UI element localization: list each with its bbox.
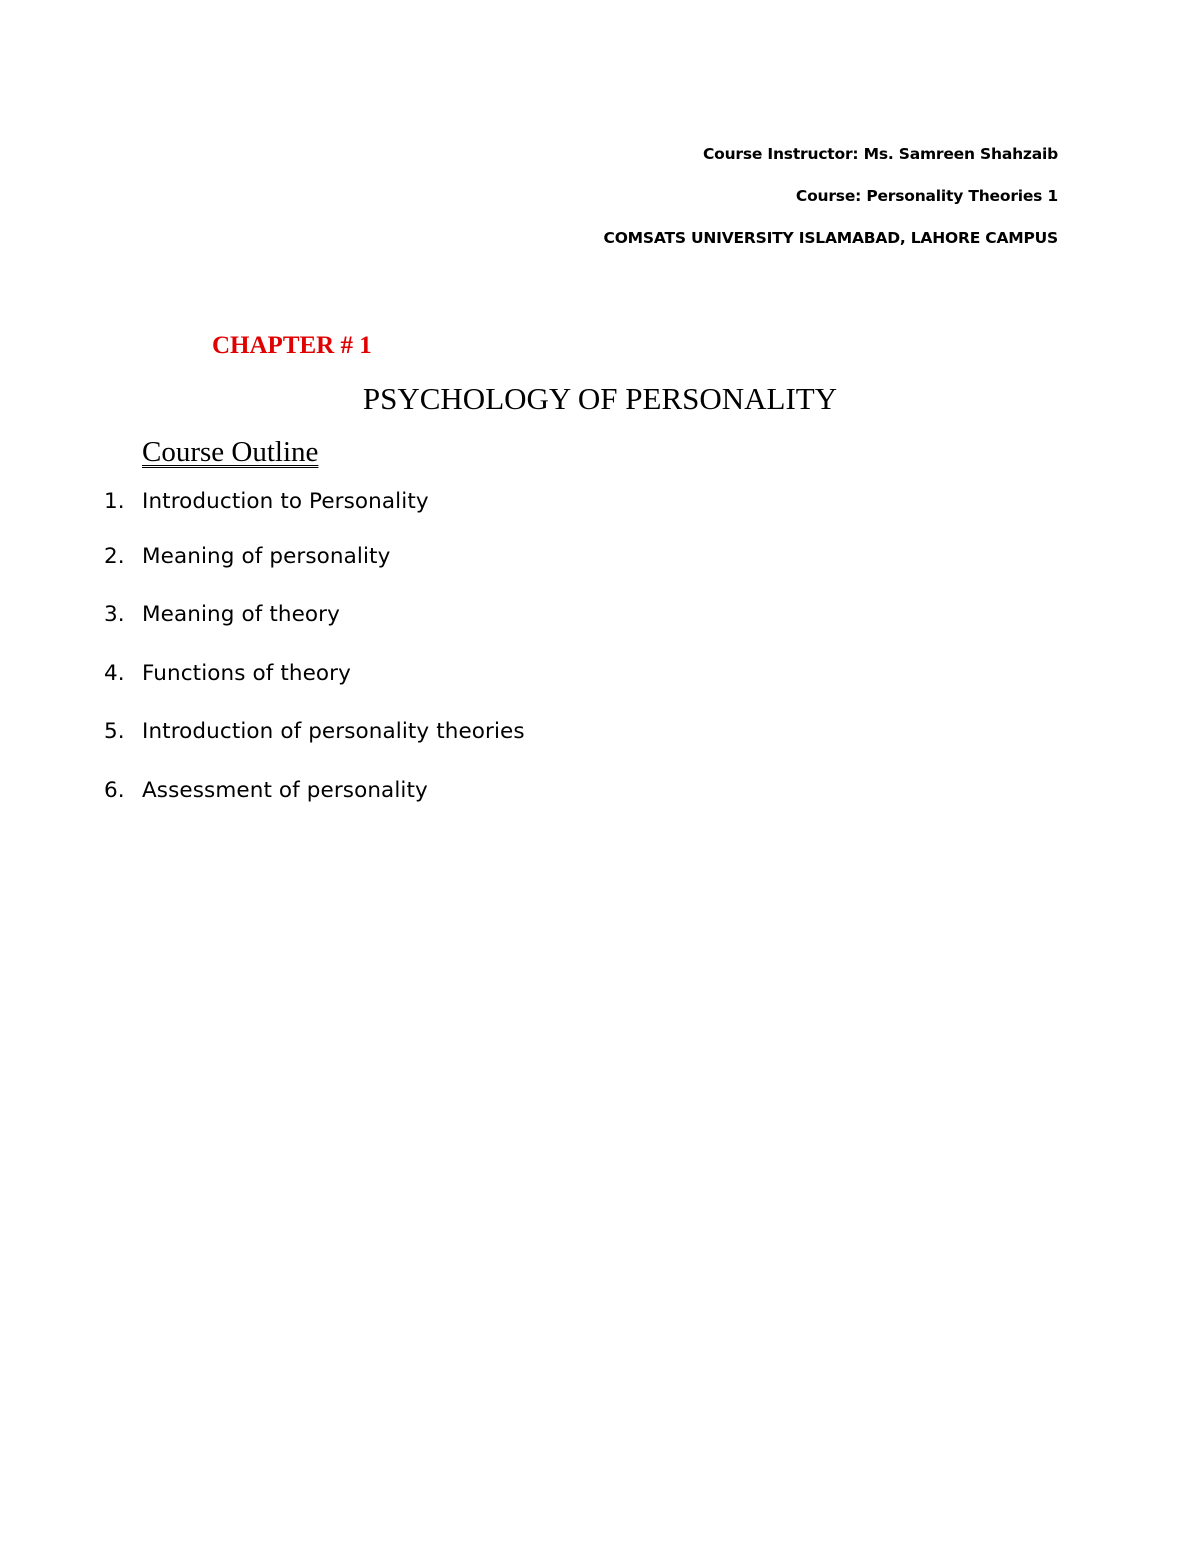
list-item xyxy=(104,544,390,569)
page-title: PSYCHOLOGY OF PERSONALITY xyxy=(362,381,838,416)
list-item-number: 3. xyxy=(104,602,125,627)
list-item-text: Introduction to Personality xyxy=(142,489,429,514)
list-item-text: Meaning of personality xyxy=(142,544,391,569)
list-item xyxy=(104,489,429,514)
course-name-line: Course: Personality Theories 1 xyxy=(795,187,1058,205)
list-item xyxy=(104,661,351,686)
course-instructor-line: Course Instructor: Ms. Samreen Shahzaib xyxy=(702,145,1058,163)
list-item-text: Assessment of personality xyxy=(142,778,428,803)
list-item xyxy=(104,719,525,744)
list-item-number: 4. xyxy=(104,661,125,686)
chapter-heading: CHAPTER # 1 xyxy=(212,332,372,359)
list-item-number: 5. xyxy=(104,719,125,744)
list-item-text: Introduction of personality theories xyxy=(142,719,525,744)
university-line: COMSATS UNIVERSITY ISLAMABAD, LAHORE CAMPUS xyxy=(603,229,1058,247)
list-item-number: 2. xyxy=(104,544,125,569)
list-item-text: Meaning of theory xyxy=(142,602,340,627)
course-outline-heading: Course Outline xyxy=(142,436,319,468)
list-item-number: 6. xyxy=(104,778,125,803)
list-item xyxy=(104,602,340,627)
list-item-number: 1. xyxy=(104,489,125,514)
list-item-text: Functions of theory xyxy=(142,661,351,686)
list-item xyxy=(104,778,428,803)
